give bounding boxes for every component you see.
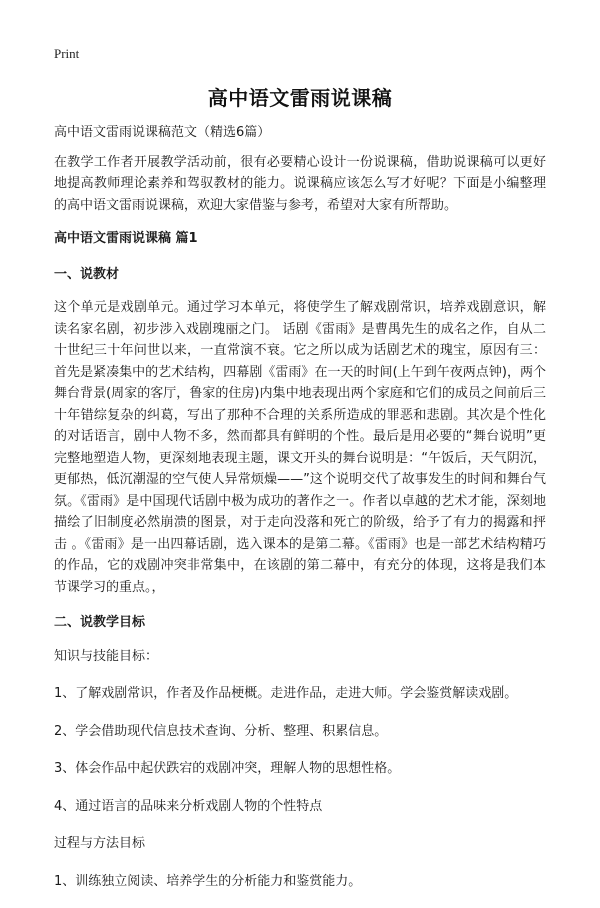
goal-item: 1、了解戏剧常识，作者及作品梗概。走进作品，走进大师。学会鉴赏解读戏剧。 <box>54 686 518 701</box>
textbook-paragraph: 这个单元是戏剧单元。通过学习本单元，将使学生了解戏剧常识，培养戏剧意识，解读名家名剧，初步涉入戏剧瑰丽之门。 话剧《雷雨》是曹禺先生的成名之作，自从二十世纪三十年问世以来，一直常演不衰。它之所以成为话剧艺术的瑰宝，原因有三：首先是紧凑集中的艺术结构，四幕剧《雷雨》在一天的时间(上午到午夜两点钟)，两个舞台背景(周家的客厅，鲁家的住房)内集中地表现出两个家庭和它们的成员之间前后三十年错综复杂的纠葛，写出了那种不合理的关系所造成的罪恶和悲剧。其次是个性化的对话语言，剧中人物不多，然而都具有鲜明的个性。最后是用必要的“舞台说明”更完整地塑造人物，更深刻地表现主题，课文开头的舞台说明是：“午饭后，天气阴沉，更郁热，低沉潮湿的空气使人异常烦燥——”这个说明交代了故事发生的时间和舞台气氛。《雷雨》是中国现代话剧中极为成功的著作之一。作者以卓越的艺术才能，深刻地描绘了旧制度必然崩溃的图景，对于走向没落和死亡的阶级，给予了有力的揭露和抨击 。《雷雨》是一出四幕话剧，选入课本的是第二幕。《雷雨》也是一部艺术结构精巧的作品，它的戏剧冲突非常集中，在该剧的第二幕中，有充分的体现，这将是我们本节课学习的重点。， <box>54 300 546 595</box>
intro-paragraph: 在教学工作者开展教学活动前，很有必要精心设计一份说课稿，借助说课稿可以更好地提高教师理论素养和驾驭教材的能力。说课稿应该怎么写才好呢？下面是小编整理的高中语文雷雨说课稿，欢迎大家借鉴与参考，希望对大家有所帮助。 <box>54 154 546 213</box>
process-goal-item: 1、训练独立阅读、培养学生的分析能力和鉴赏能力。 <box>54 873 362 889</box>
knowledge-label: 知识与技能目标： <box>54 648 159 664</box>
section-title: 高中语文雷雨说课稿 篇1 <box>54 231 198 246</box>
goal-item: 4、通过语言的品味来分析戏剧人物的个性特点 <box>54 798 323 814</box>
heading-textbook: 一、说教材 <box>54 266 120 282</box>
document-body <box>54 122 546 908</box>
process-label: 过程与方法目标 <box>54 836 146 851</box>
goal-item: 2、学会借助现代信息技术查询、分析、整理、积累信息。 <box>54 723 388 739</box>
heading-goals: 二、说教学目标 <box>54 615 146 630</box>
subtitle: 高中语文雷雨说课稿范文（精选6篇） <box>54 125 271 140</box>
goal-item: 3、体会作品中起伏跌宕的戏剧冲突，理解人物的思想性格。 <box>54 761 401 776</box>
page-title: 高中语文雷雨说课稿 <box>207 86 393 110</box>
print-link[interactable]: Print <box>54 46 80 61</box>
